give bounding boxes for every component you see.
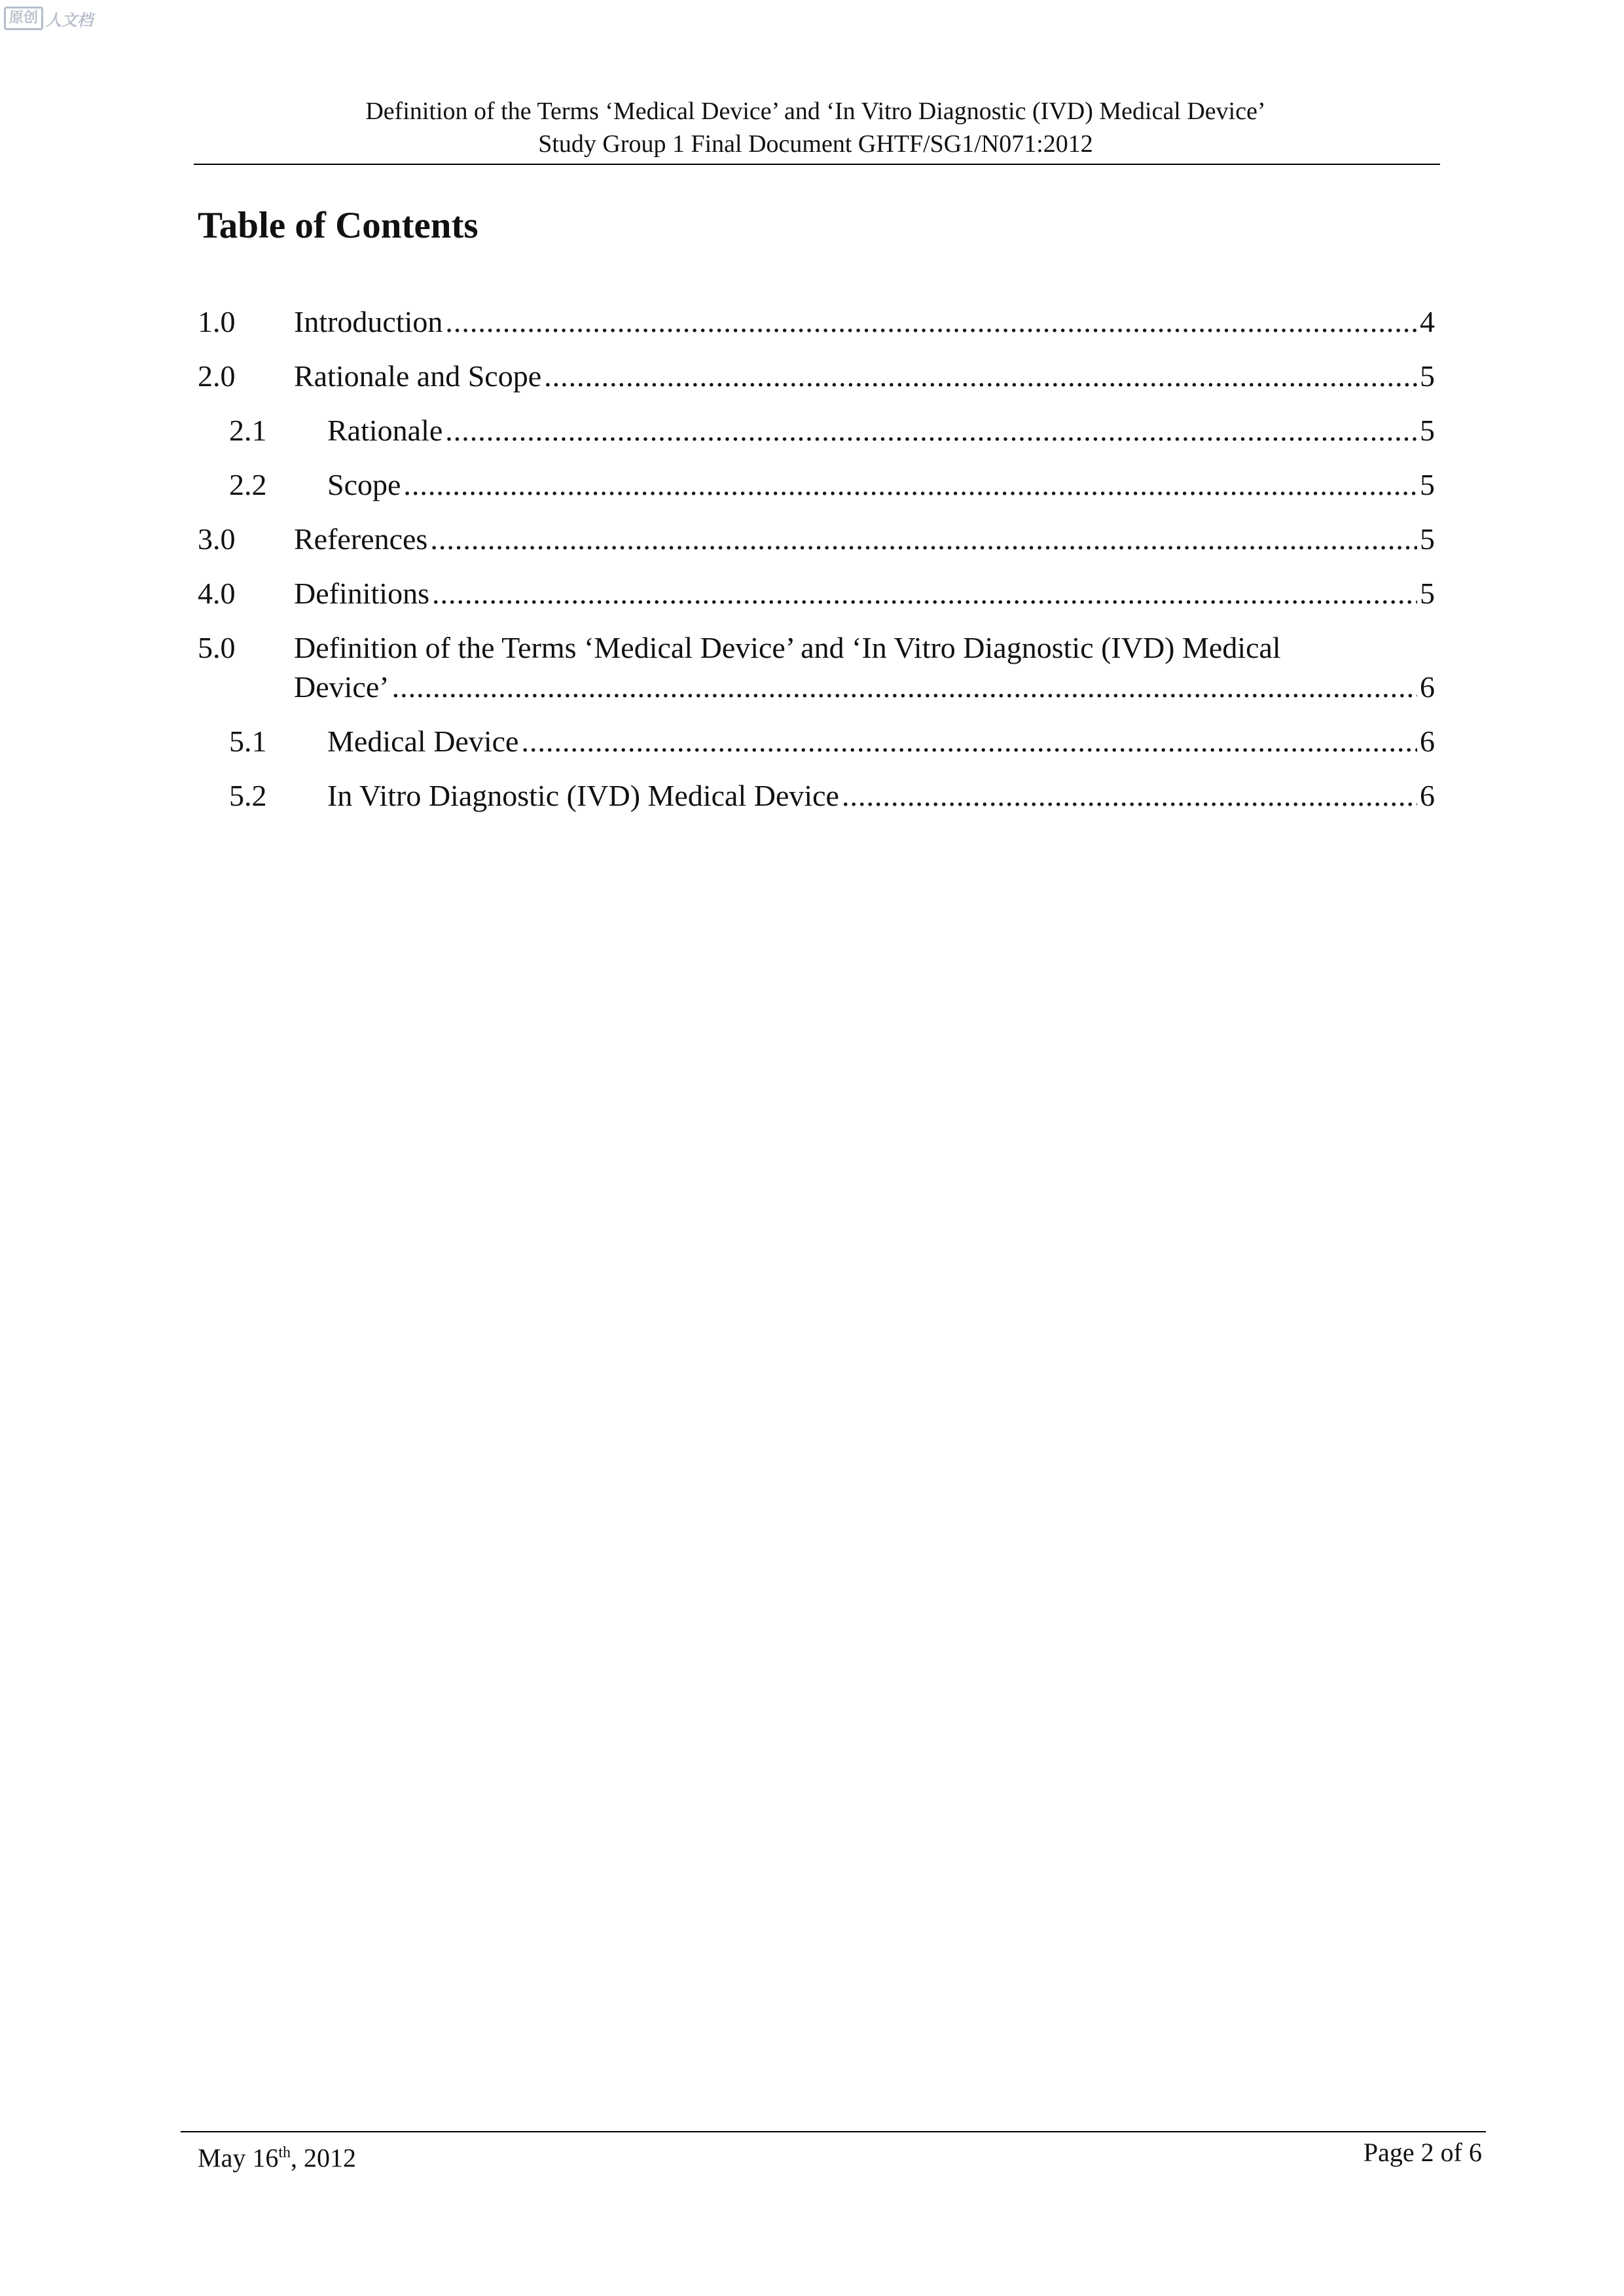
toc-entry-number: 4.0	[198, 577, 236, 610]
toc-dot-leader	[392, 668, 1417, 707]
toc-entry-number: 1.0	[198, 305, 236, 338]
toc-title: Table of Contents	[198, 205, 478, 246]
toc-entry-label: Introduction	[294, 305, 443, 338]
toc-entry[interactable]	[198, 628, 1435, 707]
toc-entry-number: 5.0	[198, 631, 236, 664]
footer-date: May 16th, 2012	[198, 2143, 356, 2173]
toc-dot-leader	[842, 776, 1417, 816]
toc-subentry[interactable]	[198, 465, 1435, 505]
toc-subentry[interactable]	[198, 411, 1435, 450]
toc-entry[interactable]	[198, 520, 1435, 559]
toc-entry-page: 4	[1420, 305, 1435, 338]
toc-entry-number: 2.0	[198, 359, 236, 393]
toc-entry-label: References	[294, 522, 428, 556]
toc-dot-leader	[430, 520, 1417, 559]
toc-entry-number: 2.1	[229, 414, 267, 447]
page-header	[194, 95, 1437, 160]
toc-dot-leader	[544, 357, 1417, 396]
toc-entry-page: 5	[1420, 577, 1435, 610]
header-title: Definition of the Terms ‘Medical Device’ and ‘In Vitro Diagnostic (IVD) Medical Device’	[365, 98, 1266, 125]
toc-entry-label: Definitions	[294, 577, 429, 610]
toc-entry-page: 6	[1420, 725, 1435, 758]
toc-entry-number: 2.2	[229, 468, 267, 501]
watermark-text: 人文档	[46, 10, 94, 29]
toc-entry-page: 5	[1420, 468, 1435, 501]
toc-dot-leader	[521, 722, 1417, 761]
toc-subentry[interactable]	[198, 722, 1435, 761]
toc-entry-label: Definition of the Terms ‘Medical Device’ and ‘In Vitro Diagnostic (IVD) Medical	[294, 631, 1281, 664]
toc-entry-label: Scope	[327, 468, 401, 501]
toc-entry-number: 3.0	[198, 522, 236, 556]
toc-entry[interactable]	[198, 574, 1435, 613]
toc-entry-label-continued: Device’	[294, 670, 389, 704]
toc-entry-page: 5	[1420, 414, 1435, 447]
footer-rule	[181, 2131, 1486, 2132]
toc-entry-label: In Vitro Diagnostic (IVD) Medical Device	[327, 779, 839, 812]
toc-entry-page: 6	[1420, 670, 1435, 704]
toc-dot-leader	[445, 411, 1417, 450]
toc-dot-leader	[432, 574, 1417, 613]
toc-entry[interactable]	[198, 302, 1435, 342]
footer-page-number: Page 2 of 6	[1363, 2138, 1482, 2167]
toc-entry-page: 5	[1420, 359, 1435, 393]
table-of-contents	[198, 302, 1435, 831]
toc-entry[interactable]	[198, 357, 1435, 396]
toc-entry-page: 5	[1420, 522, 1435, 556]
toc-entry-label: Rationale and Scope	[294, 359, 542, 393]
toc-subentry[interactable]	[198, 776, 1435, 816]
toc-dot-leader	[445, 302, 1417, 342]
watermark-box: 原创	[4, 7, 43, 30]
header-rule	[194, 164, 1440, 165]
toc-entry-number: 5.1	[229, 725, 267, 758]
toc-entry-label: Rationale	[327, 414, 443, 447]
toc-entry-label: Medical Device	[327, 725, 519, 758]
toc-entry-page: 6	[1420, 779, 1435, 812]
page-footer	[198, 2135, 1482, 2176]
header-subtitle: Study Group 1 Final Document GHTF/SG1/N071:2012	[538, 130, 1093, 158]
watermark-logo	[4, 7, 93, 30]
toc-entry-number: 5.2	[229, 779, 267, 812]
toc-dot-leader	[403, 465, 1417, 505]
